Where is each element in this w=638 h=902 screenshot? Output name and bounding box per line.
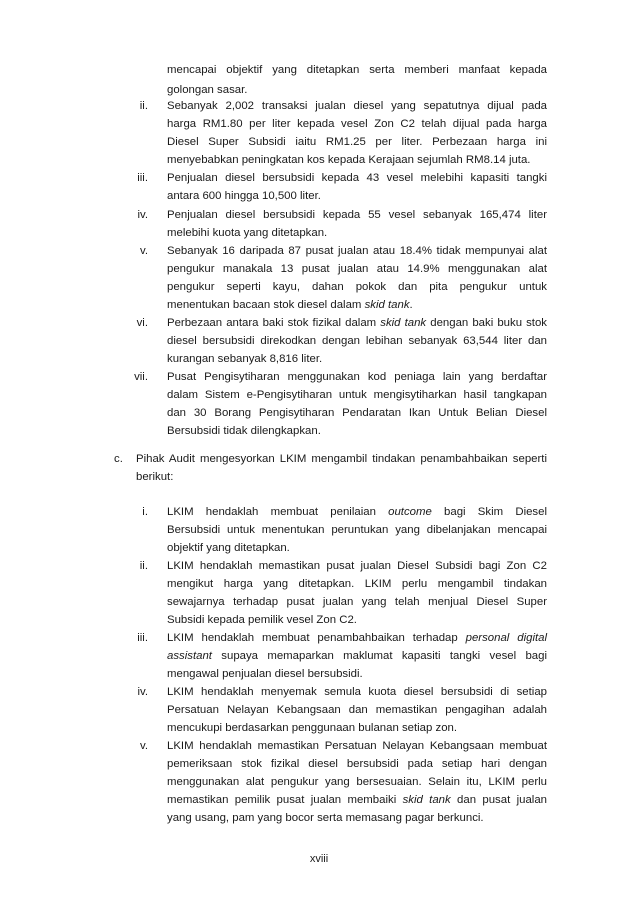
text-span: dan pusat jualan <box>450 794 547 806</box>
list-c-iv-line-2: Persatuan Nelayan Kebangsaan dan memastikan pengagihan adalah <box>167 704 547 716</box>
list-c-v-number: v. <box>139 740 148 752</box>
list-c-i-number: i. <box>142 506 148 518</box>
list-b-iv-line-1: Penjualan diesel bersubsidi kepada 55 vesel sebanyak 165,474 liter <box>167 209 547 221</box>
list-b-vii-line-1: Pusat Pengisytiharan menggunakan kod peniaga lain yang berdaftar <box>167 371 547 383</box>
list-c-ii-line-1: LKIM hendaklah memastikan pusat jualan Diesel Subsidi bagi Zon C2 <box>167 560 547 572</box>
list-b-v-line-4 <box>167 298 413 312</box>
list-c-iv-line-1: LKIM hendaklah menyemak semula kuota diesel bersubsidi di setiap <box>167 686 547 698</box>
emphasis-span: skid tank <box>380 317 427 329</box>
list-b-vii-line-3: dan 30 Borang Pengisytiharan Pendaratan Ikan Untuk Belian Diesel <box>167 407 547 419</box>
page-number: xviii <box>309 853 329 865</box>
list-b-ii-number: ii. <box>139 100 148 112</box>
list-c-iv-number: iv. <box>137 686 148 698</box>
list-c-v-line-1: LKIM hendaklah memastikan Persatuan Nelayan Kebangsaan membuat <box>167 740 547 752</box>
list-b-i-line-1: mencapai objektif yang ditetapkan serta memberi manfaat kepada <box>167 64 547 76</box>
list-c-ii-line-2: mengikut harga yang ditetapkan. LKIM perlu mengambil tindakan <box>167 578 547 590</box>
list-b-vii-line-2: dalam Sistem e-Pengisytiharan untuk mengisytiharkan hasil tangkapan <box>167 389 547 401</box>
list-c-v-line-4 <box>167 793 547 807</box>
list-b-iv-number: iv. <box>137 209 148 221</box>
list-c-ii-line-4: Subsidi kepada pemilik vesel Zon C2. <box>167 614 357 626</box>
text-span: memastikan pemilik pusat jualan membaiki <box>167 794 403 806</box>
list-c-v-line-3: menggunakan alat pengukur yang bersesuaian. Selain itu, LKIM perlu <box>167 776 547 788</box>
list-b-iv-line-2: melebihi kuota yang ditetapkan. <box>167 227 328 239</box>
list-b-vi-line-1 <box>167 316 547 330</box>
text-span: menentukan bacaan stok diesel dalam <box>167 299 365 311</box>
list-c-v-line-2: pemeriksaan stok fizikal diesel bersubsidi pada setiap hari dengan <box>167 758 547 770</box>
list-b-ii-line-4: menyebabkan peningkatan kos kepada Kerajaan sejumlah RM8.14 juta. <box>167 154 531 166</box>
text-span: LKIM hendaklah membuat penilaian <box>167 506 389 518</box>
section-c-line-2: berikut: <box>136 471 174 483</box>
list-c-iii-line-2 <box>167 649 547 663</box>
list-b-ii-line-3: Diesel Super Subsidi iaitu RM1.25 per liter. Perbezaan harga ini <box>167 136 547 148</box>
list-c-ii-number: ii. <box>139 560 148 572</box>
list-b-iii-number: iii. <box>137 172 148 184</box>
emphasis-span: skid tank <box>402 794 451 806</box>
list-b-v-line-2: pengukur manakala 13 pusat jualan atau 14.9% menggunakan alat <box>167 263 547 275</box>
text-span: supaya memaparkan maklumat kapasiti tangki vesel bagi <box>211 650 547 662</box>
list-b-ii-line-2: harga RM1.80 per liter kepada vesel Zon C2 telah dijual pada harga <box>167 118 547 130</box>
section-c-label: c. <box>114 453 123 465</box>
list-b-i-line-2: golongan sasar. <box>167 84 248 96</box>
list-c-ii-line-3: sewajarnya terhadap pusat jualan yang telah menjual Diesel Super <box>167 596 547 608</box>
list-b-v-line-1: Sebanyak 16 daripada 87 pusat jualan atau 18.4% tidak mempunyai alat <box>167 245 547 257</box>
text-span: LKIM hendaklah membuat penambahbaikan terhadap <box>167 632 466 644</box>
list-b-vi-line-3: kurangan sebanyak 8,816 liter. <box>167 353 323 365</box>
list-b-iii-line-2: antara 600 hingga 10,500 liter. <box>167 190 321 202</box>
list-c-iii-number: iii. <box>137 632 148 644</box>
list-c-iii-line-1 <box>167 631 547 645</box>
list-b-vii-line-4: Bersubsidi tidak dilengkapkan. <box>167 425 321 437</box>
text-span: dengan baki buku stok <box>426 317 548 329</box>
emphasis-span: outcome <box>388 506 432 518</box>
section-c-line-1: Pihak Audit mengesyorkan LKIM mengambil tindakan penambahbaikan seperti <box>136 453 547 465</box>
text-span: . <box>409 299 413 311</box>
list-c-v-line-5: yang usang, pam yang bocor serta memasang pagar berkunci. <box>167 812 484 824</box>
list-b-v-number: v. <box>139 245 148 257</box>
list-b-iii-line-1: Penjualan diesel bersubsidi kepada 43 vesel melebihi kapasiti tangki <box>167 172 547 184</box>
list-b-vii-number: vii. <box>134 371 148 383</box>
list-b-v-line-3: pengukur seperti kayu, dahan pokok dan pita pengukur untuk <box>167 281 547 293</box>
list-c-i-line-1 <box>167 505 547 519</box>
emphasis-span: skid tank <box>364 299 410 311</box>
text-span: bagi Skim Diesel <box>431 506 547 518</box>
emphasis-span: assistant <box>167 650 212 662</box>
list-c-iv-line-3: mencukupi berdasarkan penggunaan bulanan setiap zon. <box>167 722 458 734</box>
text-span: Perbezaan antara baki stok fizikal dalam <box>167 317 381 329</box>
list-b-ii-line-1: Sebanyak 2,002 transaksi jualan diesel yang sepatutnya dijual pada <box>167 100 547 112</box>
list-c-iii-line-3: mengawal penjualan diesel bersubsidi. <box>167 668 363 680</box>
list-b-vi-line-2: diesel bersubsidi direkodkan dengan lebihan sebanyak 63,544 liter dan <box>167 335 547 347</box>
list-b-vi-number: vi. <box>136 317 148 329</box>
list-c-i-line-3: objektif yang ditetapkan. <box>167 542 290 554</box>
list-c-i-line-2: Bersubsidi untuk menentukan peruntukan yang dibelanjakan mencapai <box>167 524 547 536</box>
emphasis-span: personal digital <box>465 632 548 644</box>
